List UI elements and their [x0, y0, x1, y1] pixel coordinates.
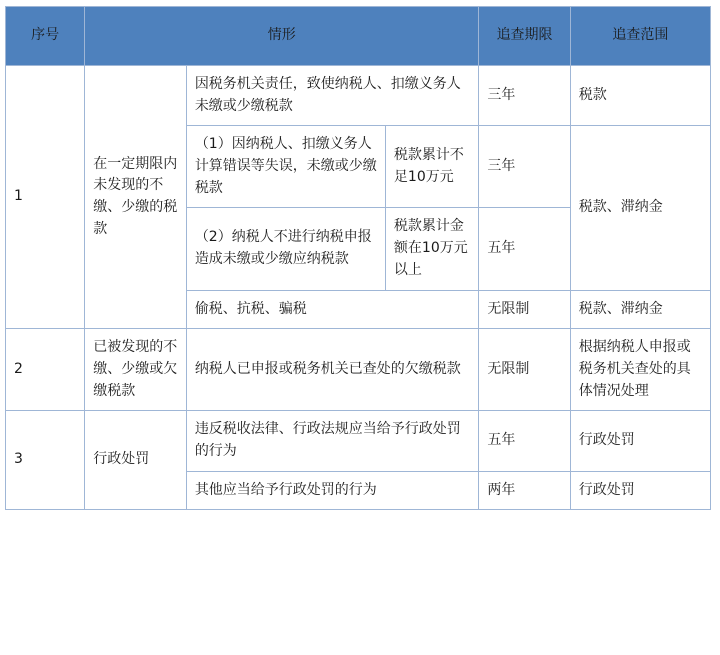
row-seq: 3	[6, 411, 85, 510]
row-situation: 其他应当给予行政处罚的行为	[186, 471, 479, 510]
row-scope: 行政处罚	[570, 471, 710, 510]
row-amount: 税款累计金额在10万元以上	[385, 208, 478, 290]
row-period: 五年	[479, 411, 570, 471]
row-situation: 违反税收法律、行政法规应当给予行政处罚的行为	[186, 411, 479, 471]
row-seq: 1	[6, 66, 85, 329]
table-body	[6, 66, 711, 510]
table-row	[6, 411, 711, 471]
column-header-seq: 序号	[6, 7, 85, 66]
table-row	[6, 329, 711, 411]
row-scope: 行政处罚	[570, 411, 710, 471]
row-amount: 税款累计不足10万元	[385, 126, 478, 208]
row-period: 五年	[479, 208, 570, 290]
row-situation: 因税务机关责任，致使纳税人、扣缴义务人未缴或少缴税款	[186, 66, 479, 126]
row-category: 已被发现的不缴、少缴或欠缴税款	[85, 329, 187, 411]
table-header-row	[6, 7, 711, 66]
table-row	[6, 66, 711, 126]
row-period: 无限制	[479, 329, 570, 411]
row-seq: 2	[6, 329, 85, 411]
row-situation: （2）纳税人不进行纳税申报造成未缴或少缴应纳税款	[186, 208, 385, 290]
row-scope: 根据纳税人申报或税务机关查处的具体情况处理	[570, 329, 710, 411]
column-header-scope: 追查范围	[570, 7, 710, 66]
row-situation: （1）因纳税人、扣缴义务人计算错误等失误，未缴或少缴税款	[186, 126, 385, 208]
row-scope: 税款、滞纳金	[570, 126, 710, 290]
row-period: 三年	[479, 66, 570, 126]
tax-recovery-table	[5, 6, 711, 510]
row-situation: 偷税、抗税、骗税	[186, 290, 479, 329]
row-category: 行政处罚	[85, 411, 187, 510]
column-header-period: 追查期限	[479, 7, 570, 66]
row-scope: 税款、滞纳金	[570, 290, 710, 329]
document-sheet	[0, 6, 720, 655]
row-period: 无限制	[479, 290, 570, 329]
row-period: 三年	[479, 126, 570, 208]
table-header	[6, 7, 711, 66]
row-scope: 税款	[570, 66, 710, 126]
row-category: 在一定期限内未发现的不缴、少缴的税款	[85, 66, 187, 329]
row-period: 两年	[479, 471, 570, 510]
column-header-situation: 情形	[85, 7, 479, 66]
row-situation: 纳税人已申报或税务机关已查处的欠缴税款	[186, 329, 479, 411]
